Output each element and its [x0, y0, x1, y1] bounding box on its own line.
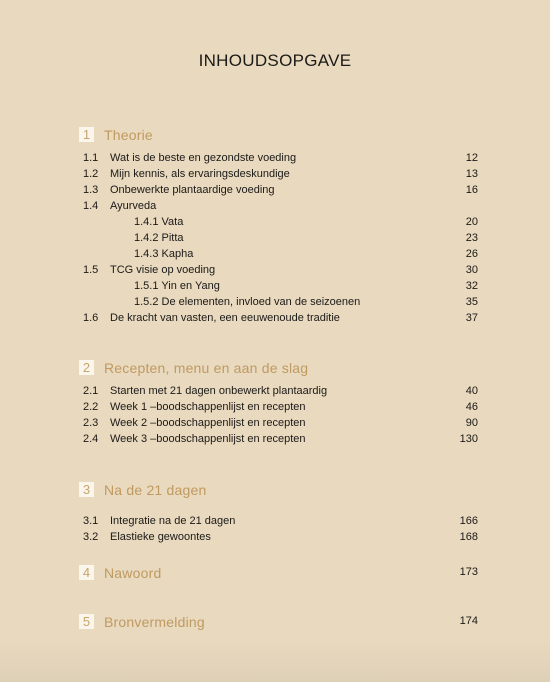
entry-page: 16	[465, 184, 478, 196]
entry-page: 46	[465, 401, 478, 413]
chapter-title: Na de 21 dagen	[104, 481, 207, 498]
entry-title: 1.5.2 De elementen, invloed van de seizoenen	[134, 296, 361, 308]
entry-title: Integratie na de 21 dagen	[110, 515, 236, 527]
toc-entry	[0, 184, 550, 200]
entry-page: 23	[465, 232, 478, 244]
entry-page: 40	[465, 385, 478, 397]
entry-number: 1.4	[83, 200, 99, 212]
entry-title: Week 1 –boodschappenlijst en recepten	[110, 401, 306, 413]
entry-page: 12	[465, 152, 478, 164]
chapter-heading-1	[79, 126, 153, 143]
entry-title: Wat is de beste en gezondste voeding	[110, 152, 297, 164]
toc-entry	[0, 168, 550, 184]
chapter-page: 174	[459, 615, 478, 627]
chapter-title: Bronvermelding	[104, 613, 205, 630]
toc-entry	[0, 433, 550, 449]
entry-page: 90	[465, 417, 478, 429]
entry-page: 35	[465, 296, 478, 308]
entry-number: 2.2	[83, 401, 99, 413]
toc-subentry	[0, 280, 550, 296]
chapter-heading-2	[79, 359, 308, 376]
entry-page: 168	[459, 531, 478, 543]
entry-title: Onbewerkte plantaardige voeding	[110, 184, 275, 196]
entry-number: 1.1	[83, 152, 99, 164]
page-title: INHOUDSOPGAVE	[198, 51, 352, 70]
entry-title: 1.5.1 Yin en Yang	[134, 280, 220, 292]
toc-entry	[0, 531, 550, 547]
chapter-number: 5	[79, 614, 94, 629]
chapter-page: 173	[459, 566, 478, 578]
page-shadow	[0, 640, 550, 682]
entry-title: De kracht van vasten, een eeuwenoude traditie	[110, 312, 340, 324]
entry-number: 1.6	[83, 312, 99, 324]
toc-subentry	[0, 216, 550, 232]
toc-subentry	[0, 232, 550, 248]
entry-number: 1.5	[83, 264, 99, 276]
toc-entry	[0, 312, 550, 328]
chapter-title: Recepten, menu en aan de slag	[104, 359, 309, 376]
toc-entry	[0, 417, 550, 433]
entry-title: 1.4.1 Vata	[134, 216, 184, 228]
entry-title: TCG visie op voeding	[110, 264, 216, 276]
entry-page: 130	[459, 433, 478, 445]
toc-entry	[0, 385, 550, 401]
entry-number: 3.2	[83, 531, 99, 543]
toc-entry	[0, 264, 550, 280]
entry-title: Week 3 –boodschappenlijst en recepten	[110, 433, 306, 445]
entry-page: 13	[465, 168, 478, 180]
toc-entry	[0, 200, 550, 216]
entry-title: Week 2 –boodschappenlijst en recepten	[110, 417, 306, 429]
entry-number: 2.4	[83, 433, 99, 445]
toc-entry	[0, 401, 550, 417]
entry-title: Starten met 21 dagen onbewerkt plantaardig	[110, 385, 328, 397]
entry-page: 20	[465, 216, 478, 228]
entry-title: 1.4.2 Pitta	[134, 232, 184, 244]
entry-number: 1.2	[83, 168, 99, 180]
chapter-page-row	[0, 566, 550, 582]
entry-number: 2.3	[83, 417, 99, 429]
chapter-number: 2	[79, 360, 94, 375]
toc-entry	[0, 515, 550, 531]
entry-title: Elastieke gewoontes	[110, 531, 211, 543]
toc-subentry	[0, 248, 550, 264]
entry-number: 3.1	[83, 515, 99, 527]
entry-number: 1.3	[83, 184, 99, 196]
entry-page: 166	[459, 515, 478, 527]
entry-number: 2.1	[83, 385, 99, 397]
chapter-number: 1	[79, 127, 94, 142]
chapter-title: Theorie	[104, 126, 153, 143]
toc-subentry	[0, 296, 550, 312]
entry-title: 1.4.3 Kapha	[134, 248, 194, 260]
entry-page: 30	[465, 264, 478, 276]
chapter-title: Nawoord	[104, 564, 162, 581]
entry-page: 32	[465, 280, 478, 292]
entry-page: 26	[465, 248, 478, 260]
chapter-page-row	[0, 615, 550, 631]
toc-entry	[0, 152, 550, 168]
chapter-heading-3	[79, 481, 206, 498]
entry-page: 37	[465, 312, 478, 324]
entry-title: Ayurveda	[110, 200, 157, 212]
chapter-number: 4	[79, 565, 94, 580]
chapter-number: 3	[79, 482, 94, 497]
entry-title: Mijn kennis, als ervaringsdeskundige	[110, 168, 290, 180]
